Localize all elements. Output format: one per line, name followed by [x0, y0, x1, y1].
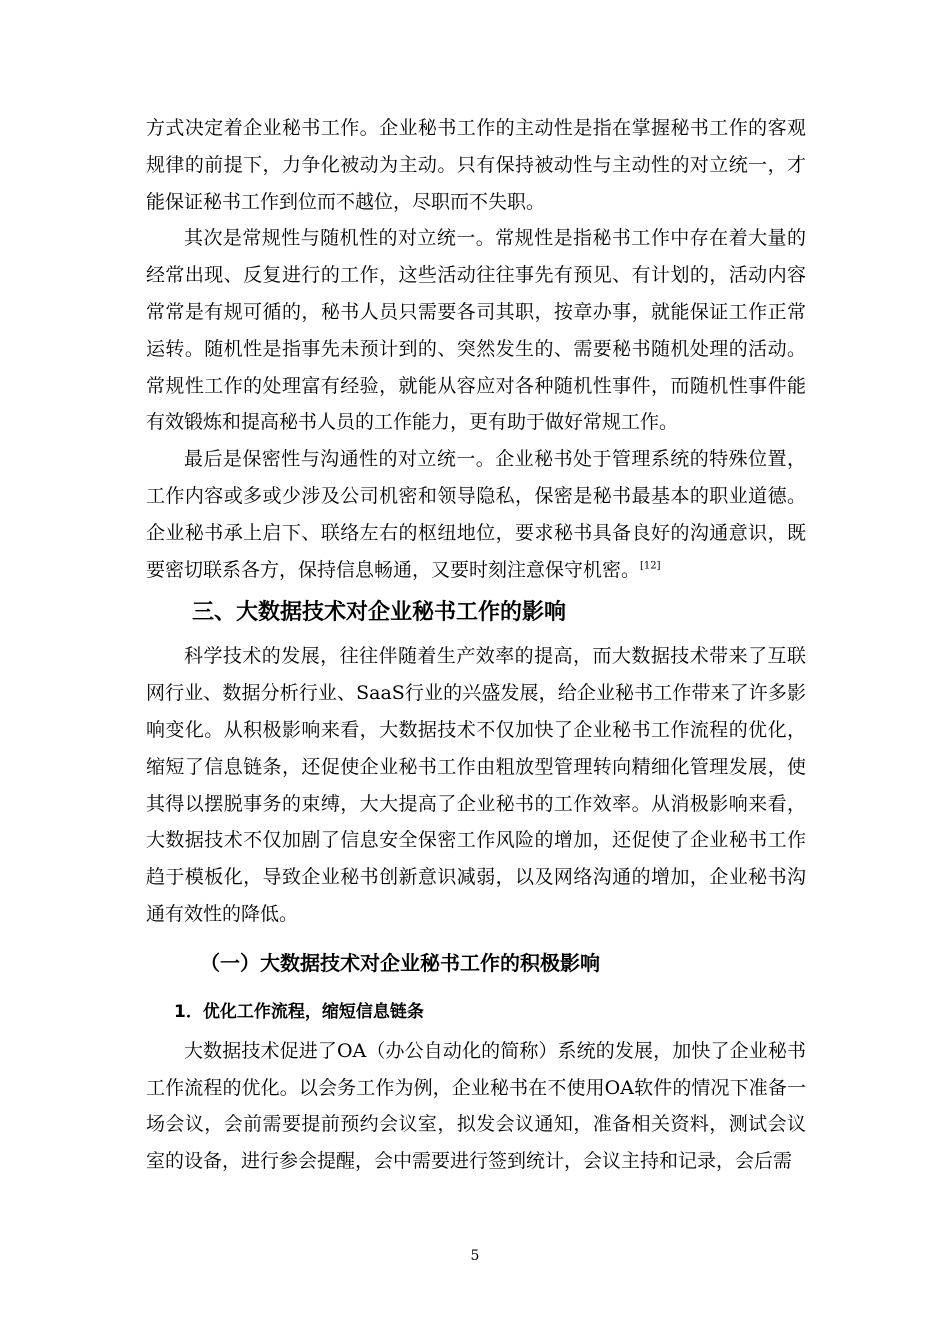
- page-number: 5: [470, 1248, 480, 1264]
- paragraph-3-text: 最后是保密性与沟通性的对立统一。企业秘书处于管理系统的特殊位置，工作内容或多或少涉及公司机密和领导隐私，保密是秘书最基本的职业道德。企业秘书承上启下、联络左右的枢纽地位，要求秘书具备良好的沟通意识，既要密切联系各方，保持信息畅通，又要时刻注意保守机密。: [146, 448, 806, 581]
- paragraph-1: 方式决定着企业秘书工作。企业秘书工作的主动性是指在掌握秘书工作的客观规律的前提下，力争化被动为主动。只有保持被动性与主动性的对立统一，才能保证秘书工作到位而不越位，尽职而不失职。: [146, 117, 806, 213]
- subsection-heading: （一）大数据技术对企业秘书工作的积极影响: [200, 950, 600, 975]
- item-heading: 1．优化工作流程，缩短信息链条: [174, 1001, 424, 1022]
- paragraph-3: [146, 441, 806, 588]
- citation-marker: [12]: [640, 560, 661, 572]
- section-heading: 三、大数据技术对企业秘书工作的影响: [192, 600, 567, 626]
- document-body: [146, 110, 806, 1180]
- paragraph-5: 大数据技术促进了OA（办公自动化的简称）系统的发展，加快了企业秘书工作流程的优化。以会务工作为例，企业秘书在不使用OA软件的情况下准备一场会议，会前需要提前预约会议室，拟发会议通知，准备相关资料，测试会议室的设备，进行参会提醒，会中需要进行签到统计，会议主持和记录，会后需: [146, 1039, 806, 1173]
- paragraph-2: 其次是常规性与随机性的对立统一。常规性是指秘书工作中存在着大量的经常出现、反复进行的工作，这些活动往往事先有预见、有计划的，活动内容常常是有规可循的，秘书人员只需要各司其职，按章办事，就能保证工作正常运转。随机性是指事先未预计到的、突然发生的、需要秘书随机处理的活动。常规性工作的处理富有经验，就能从容应对各种随机性事件，而随机性事件能有效锻炼和提高秘书人员的工作能力，更有助于做好常规工作。: [146, 227, 806, 434]
- paragraph-4: 科学技术的发展，往往伴随着生产效率的提高，而大数据技术带来了互联网行业、数据分析行业、SaaS行业的兴盛发展，给企业秘书工作带来了许多影响变化。从积极影响来看，大数据技术不仅加快了企业秘书工作流程的优化，缩短了信息链条，还促使企业秘书工作由粗放型管理转向精细化管理发展，使其得以摆脱事务的束缚，大大提高了企业秘书的工作效率。从消极影响来看，大数据技术不仅加剧了信息安全保密工作风险的增加，还促使了企业秘书工作趋于模板化，导致企业秘书创新意识减弱，以及网络沟通的增加，企业秘书沟通有效性的降低。: [146, 645, 806, 925]
